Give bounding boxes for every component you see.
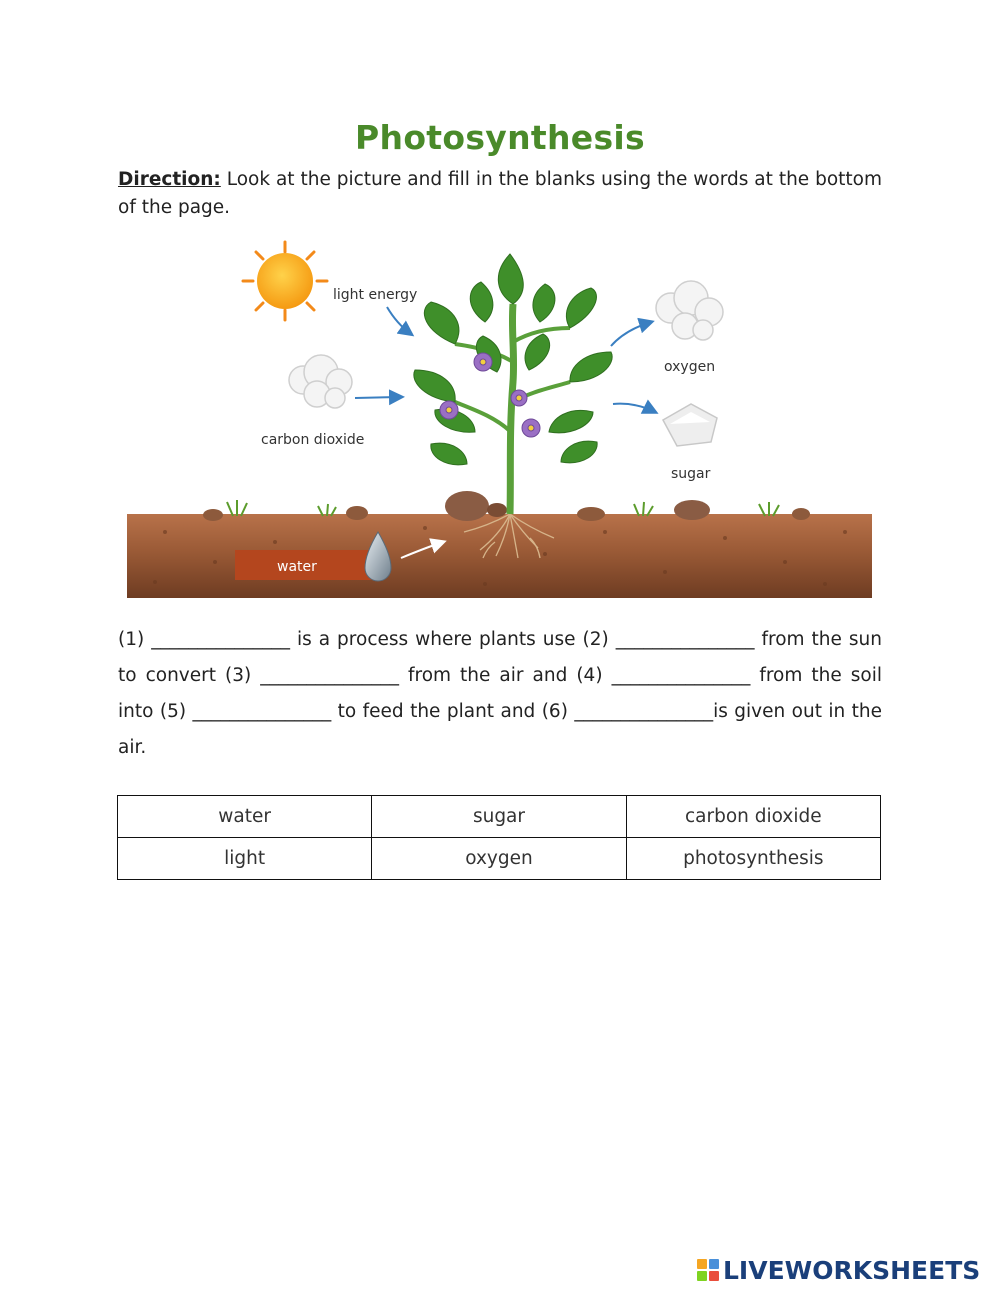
label-carbon-dioxide: carbon dioxide <box>261 432 365 448</box>
plant-icon <box>414 254 612 514</box>
carbon-dioxide-cloud-icon <box>289 355 352 408</box>
word-bank-row <box>118 838 881 880</box>
passage-text-3: from the sun to convert (3) <box>118 629 882 686</box>
logo-text: LIVEWORKSHEETS <box>723 1255 981 1285</box>
passage-text-6: to feed the plant and (6) <box>331 701 575 722</box>
direction-text: Look at the picture and fill in the blanks using the words at the bottom of the page. <box>118 169 882 218</box>
blank-1[interactable]: _______________ <box>151 629 290 650</box>
blank-4[interactable]: _______________ <box>611 665 751 686</box>
logo-blocks-icon <box>697 1259 719 1281</box>
blank-3[interactable]: _______________ <box>260 665 399 686</box>
word-bank-row <box>118 796 881 838</box>
photosynthesis-diagram <box>125 232 875 600</box>
passage-text-2: is a process where plants use (2) <box>289 629 616 650</box>
sugar-icon <box>663 404 717 446</box>
fill-in-passage <box>118 622 882 766</box>
passage-text-5: from the soil into (5) <box>118 665 882 722</box>
page-title: Photosynthesis <box>355 118 645 157</box>
direction-label: Direction: <box>118 169 221 190</box>
oxygen-cloud-icon <box>656 281 723 340</box>
label-oxygen: oxygen <box>664 359 716 375</box>
word-bank-cell: oxygen <box>372 838 626 880</box>
sun-icon <box>243 242 327 320</box>
word-bank-cell: photosynthesis <box>626 838 880 880</box>
sugar-arrow <box>613 404 655 412</box>
label-light-energy: light energy <box>333 287 418 303</box>
light-arrow <box>387 307 411 334</box>
blank-2[interactable]: _______________ <box>615 629 755 650</box>
passage-text-7: is given out in the air. <box>118 701 883 758</box>
word-bank-cell: water <box>118 796 372 838</box>
word-bank-cell: sugar <box>372 796 626 838</box>
label-water: water <box>277 559 317 575</box>
direction-paragraph <box>118 166 882 222</box>
diagram-svg <box>125 232 875 600</box>
liveworksheets-logo <box>697 1254 980 1286</box>
blank-6[interactable]: _______________ <box>574 701 714 722</box>
passage-text-4: from the air and (4) <box>398 665 612 686</box>
word-bank-cell: carbon dioxide <box>626 796 880 838</box>
label-sugar: sugar <box>671 466 711 482</box>
co2-arrow <box>355 397 401 398</box>
blank-5[interactable]: _______________ <box>192 701 332 722</box>
word-bank-cell: light <box>118 838 372 880</box>
passage-text-1: (1) <box>118 629 152 650</box>
word-bank-table <box>117 795 881 880</box>
oxygen-arrow <box>611 322 651 346</box>
